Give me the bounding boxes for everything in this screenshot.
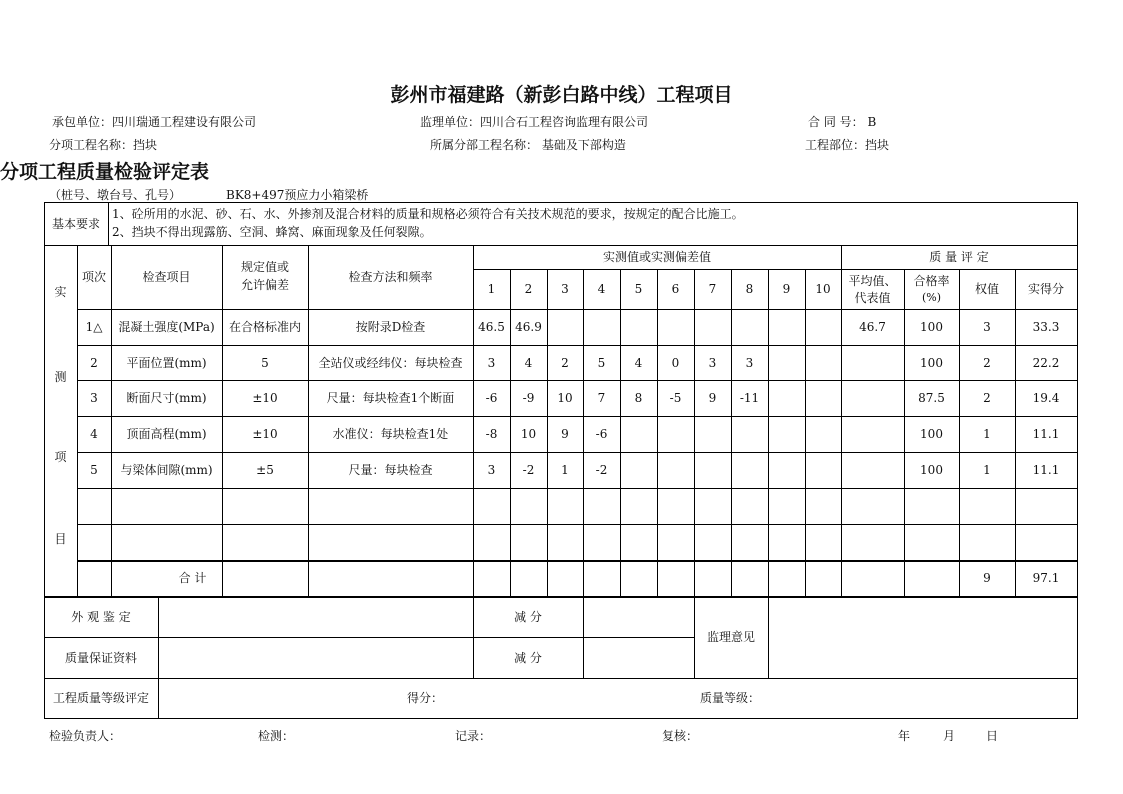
row-measure-value bbox=[805, 345, 841, 380]
row-measure-value bbox=[547, 309, 583, 345]
row-score: 11.1 bbox=[1032, 463, 1060, 477]
project-title: 彭州市福建路（新彭白路中线）工程项目 bbox=[390, 84, 733, 106]
row-measure-value bbox=[768, 524, 805, 560]
grade-score-label: 得分： bbox=[406, 691, 443, 705]
total-weight: 9 bbox=[983, 571, 991, 585]
row-measure-value bbox=[620, 452, 657, 488]
header-check-item: 检查项目 bbox=[142, 270, 191, 284]
row-measure-value: -11 bbox=[739, 391, 760, 405]
row-measure-value: -8 bbox=[485, 427, 498, 441]
contract-number: 合 同 号： B bbox=[808, 115, 877, 129]
row-method: 尺量：每块检查1个断面 bbox=[326, 391, 455, 405]
row-measure-value: 3 bbox=[487, 463, 496, 477]
grade-label: 工程质量等级评定 bbox=[52, 691, 149, 705]
supervisor: 监理单位：四川合石工程咨询监理有限公司 bbox=[420, 115, 649, 129]
row-measure-value: 10 bbox=[557, 391, 573, 405]
footer-year: 年 bbox=[898, 729, 911, 743]
row-pass-rate bbox=[904, 488, 959, 524]
header-measured: 实测值或实测偏差值 bbox=[602, 250, 711, 264]
row-measure-value bbox=[731, 309, 768, 345]
row-average bbox=[841, 524, 904, 560]
row-score bbox=[1015, 524, 1077, 560]
row-spec bbox=[222, 524, 308, 560]
row-weight bbox=[959, 524, 1015, 560]
header-measure-8: 8 bbox=[745, 282, 754, 296]
header-measure-4: 4 bbox=[597, 282, 606, 296]
row-spec: ±10 bbox=[252, 391, 278, 405]
row-measure-value: 1 bbox=[561, 463, 569, 477]
row-score: 11.1 bbox=[1032, 427, 1060, 441]
row-measure-value: 7 bbox=[597, 391, 606, 405]
header-score: 实得分 bbox=[1027, 282, 1064, 296]
row-average bbox=[841, 488, 904, 524]
header-measure-1: 1 bbox=[487, 282, 496, 296]
header-measure-9: 9 bbox=[782, 282, 791, 296]
row-measure-value bbox=[657, 416, 694, 452]
footer-recorder: 记录： bbox=[455, 729, 492, 743]
basic-requirement-1: 1、砼所用的水泥、砂、石、水、外掺剂及混合材料的质量和规格必须符合有关技术规范的要求，按规定的配合比施工。 bbox=[112, 206, 744, 221]
sub-project-name: 分项工程名称：挡块 bbox=[49, 138, 158, 152]
row-item-no: 1△ bbox=[85, 320, 103, 334]
row-average bbox=[841, 380, 904, 416]
row-weight: 1 bbox=[983, 427, 991, 441]
row-measure-value: 10 bbox=[520, 427, 537, 441]
header-measure-6: 6 bbox=[671, 282, 680, 296]
table-rule bbox=[768, 596, 769, 678]
row-measure-value bbox=[805, 380, 841, 416]
footer-month: 月 bbox=[943, 729, 956, 743]
row-method bbox=[308, 524, 473, 560]
row-measure-value: -5 bbox=[669, 391, 682, 405]
row-measure-value bbox=[657, 452, 694, 488]
row-measure-value bbox=[768, 416, 805, 452]
grade-level-label: 质量等级： bbox=[699, 691, 760, 705]
row-method: 尺量：每块检查 bbox=[348, 463, 433, 477]
row-measure-value bbox=[694, 488, 731, 524]
row-measure-value bbox=[620, 416, 657, 452]
row-measure-value bbox=[583, 524, 620, 560]
row-measure-value: 0 bbox=[671, 355, 680, 370]
row-measure-value bbox=[768, 488, 805, 524]
row-average bbox=[841, 345, 904, 380]
row-measure-value: -2 bbox=[522, 463, 535, 477]
row-measure-value: -6 bbox=[595, 427, 608, 441]
work-location: 工程部位：挡块 bbox=[805, 138, 890, 152]
row-measure-value bbox=[805, 309, 841, 345]
row-item-no: 5 bbox=[90, 463, 98, 477]
row-measure-value bbox=[768, 380, 805, 416]
row-measure-value: 9 bbox=[561, 427, 569, 441]
header-measure-3: 3 bbox=[561, 282, 569, 296]
header-rate-line1: 合格率 bbox=[913, 274, 950, 288]
row-measure-value bbox=[657, 488, 694, 524]
table-rule bbox=[44, 718, 1077, 719]
row-weight: 2 bbox=[983, 355, 991, 370]
row-check-item: 平面位置(mm) bbox=[126, 355, 207, 370]
row-measure-value bbox=[694, 309, 731, 345]
row-measure-value bbox=[768, 345, 805, 380]
total-score: 97.1 bbox=[1032, 571, 1060, 585]
row-measure-value: -6 bbox=[485, 391, 498, 405]
header-measure-2: 2 bbox=[524, 282, 533, 296]
row-weight: 2 bbox=[983, 391, 991, 405]
row-weight bbox=[959, 488, 1015, 524]
table-rule bbox=[158, 596, 159, 718]
form-title: 分项工程质量检验评定表 bbox=[0, 161, 210, 183]
table-rule bbox=[108, 202, 109, 245]
row-item-no bbox=[77, 488, 111, 524]
row-spec: ±5 bbox=[256, 463, 274, 477]
station-label: （桩号、墩台号、孔号） bbox=[49, 188, 182, 202]
row-measure-value bbox=[510, 488, 547, 524]
row-measure-value: 46.9 bbox=[515, 320, 542, 334]
row-measure-value bbox=[805, 452, 841, 488]
row-measure-value bbox=[473, 524, 510, 560]
row-check-item: 与梁体间隙(mm) bbox=[120, 463, 213, 477]
row-measure-value bbox=[805, 416, 841, 452]
row-pass-rate: 100 bbox=[920, 320, 943, 334]
row-measure-value: -9 bbox=[522, 391, 535, 405]
row-method: 水准仪：每块检查1处 bbox=[332, 427, 449, 441]
row-measure-value bbox=[510, 524, 547, 560]
row-weight: 3 bbox=[983, 320, 991, 334]
row-measure-value: 8 bbox=[634, 391, 643, 405]
quality-docs-deduct: 减 分 bbox=[514, 650, 542, 665]
row-score bbox=[1015, 488, 1077, 524]
row-check-item: 混凝土强度(MPa) bbox=[118, 320, 215, 334]
row-measure-value: 9 bbox=[708, 391, 717, 405]
row-measure-value bbox=[731, 416, 768, 452]
header-measure-10: 10 bbox=[815, 282, 831, 296]
row-score: 19.4 bbox=[1032, 391, 1060, 405]
row-measure-value: 4 bbox=[634, 355, 643, 370]
row-measure-value bbox=[620, 309, 657, 345]
quality-docs-label: 质量保证资料 bbox=[64, 650, 137, 665]
row-measure-value: 4 bbox=[524, 355, 533, 370]
row-measure-value bbox=[620, 488, 657, 524]
side-label-char: 测 bbox=[54, 370, 67, 384]
table-rule bbox=[44, 202, 1077, 203]
header-measure-5: 5 bbox=[634, 282, 643, 296]
footer-inspector: 检验负责人： bbox=[49, 729, 122, 743]
row-measure-value bbox=[731, 452, 768, 488]
footer-tester: 检测： bbox=[258, 729, 295, 743]
row-spec: 在合格标准内 bbox=[228, 320, 301, 334]
row-measure-value bbox=[731, 488, 768, 524]
row-pass-rate bbox=[904, 524, 959, 560]
row-measure-value bbox=[620, 524, 657, 560]
row-check-item bbox=[111, 488, 222, 524]
header-avg-line2: 代表值 bbox=[854, 291, 891, 305]
row-measure-value: 3 bbox=[708, 355, 717, 370]
side-label-char: 实 bbox=[54, 285, 67, 299]
row-measure-value bbox=[583, 488, 620, 524]
table-rule bbox=[1077, 202, 1078, 719]
row-score: 33.3 bbox=[1032, 320, 1060, 334]
row-method bbox=[308, 488, 473, 524]
row-pass-rate: 100 bbox=[920, 463, 943, 477]
row-measure-value: 5 bbox=[597, 355, 606, 370]
header-method: 检查方法和频率 bbox=[348, 270, 433, 284]
row-score: 22.2 bbox=[1032, 355, 1060, 370]
row-spec bbox=[222, 488, 308, 524]
row-pass-rate: 87.5 bbox=[918, 391, 945, 405]
appearance-deduct: 减 分 bbox=[514, 609, 542, 624]
row-check-item bbox=[111, 524, 222, 560]
row-measure-value: 2 bbox=[561, 355, 569, 370]
basic-requirement-2: 2、挡块不得出现露筋、空洞、蜂窝、麻面现象及任何裂隙。 bbox=[112, 225, 432, 239]
row-measure-value: 3 bbox=[745, 355, 754, 370]
row-spec: ±10 bbox=[252, 427, 278, 441]
row-item-no: 4 bbox=[90, 427, 98, 441]
row-measure-value bbox=[657, 524, 694, 560]
row-check-item: 断面尺寸(mm) bbox=[126, 391, 207, 405]
row-measure-value bbox=[473, 488, 510, 524]
row-measure-value bbox=[694, 452, 731, 488]
supervision-opinion-label: 监理意见 bbox=[706, 630, 755, 644]
side-label-char: 项 bbox=[54, 450, 67, 464]
appearance-label: 外 观 鉴 定 bbox=[71, 609, 131, 624]
row-measure-value bbox=[657, 309, 694, 345]
parent-project-name: 所属分部工程名称： 基础及下部构造 bbox=[430, 138, 626, 152]
row-measure-value bbox=[583, 309, 620, 345]
row-pass-rate: 100 bbox=[920, 427, 943, 441]
row-item-no bbox=[77, 524, 111, 560]
row-measure-value bbox=[768, 452, 805, 488]
row-average bbox=[841, 416, 904, 452]
row-weight: 1 bbox=[983, 463, 991, 477]
side-label-char: 目 bbox=[54, 532, 67, 546]
row-measure-value bbox=[694, 524, 731, 560]
row-measure-value bbox=[805, 524, 841, 560]
total-label: 合 计 bbox=[178, 571, 207, 585]
header-item-no: 项次 bbox=[81, 270, 106, 284]
row-spec: 5 bbox=[261, 355, 269, 370]
header-weight: 权值 bbox=[974, 282, 999, 296]
row-measure-value bbox=[731, 524, 768, 560]
footer-reviewer: 复核： bbox=[662, 729, 699, 743]
row-measure-value: 3 bbox=[487, 355, 496, 370]
row-measure-value bbox=[768, 309, 805, 345]
row-measure-value bbox=[547, 524, 583, 560]
row-item-no: 3 bbox=[90, 391, 98, 405]
header-spec-line1: 规定值或 bbox=[240, 260, 289, 274]
row-average bbox=[841, 452, 904, 488]
row-measure-value: 46.5 bbox=[478, 320, 505, 334]
row-measure-value bbox=[694, 416, 731, 452]
row-average: 46.7 bbox=[859, 320, 886, 334]
table-rule bbox=[44, 678, 1077, 679]
row-method: 全站仪或经纬仪：每块检查 bbox=[318, 355, 463, 370]
header-spec-line2: 允许偏差 bbox=[240, 278, 289, 292]
header-quality-eval: 质 量 评 定 bbox=[929, 250, 989, 264]
row-item-no: 2 bbox=[90, 355, 98, 370]
header-avg-line1: 平均值、 bbox=[848, 274, 897, 288]
row-measure-value bbox=[547, 488, 583, 524]
row-check-item: 顶面高程(mm) bbox=[126, 427, 207, 441]
contractor: 承包单位：四川瑞通工程建设有限公司 bbox=[52, 115, 257, 129]
header-rate-line2: (%) bbox=[921, 291, 942, 304]
header-measure-7: 7 bbox=[708, 282, 717, 296]
footer-day: 日 bbox=[986, 729, 999, 743]
row-measure-value bbox=[805, 488, 841, 524]
station-value: BK8+497预应力小箱梁桥 bbox=[226, 188, 369, 202]
row-pass-rate: 100 bbox=[920, 355, 943, 370]
row-method: 按附录D检查 bbox=[355, 320, 426, 334]
row-measure-value: -2 bbox=[595, 463, 608, 477]
basic-requirements-label: 基本要求 bbox=[51, 216, 100, 231]
